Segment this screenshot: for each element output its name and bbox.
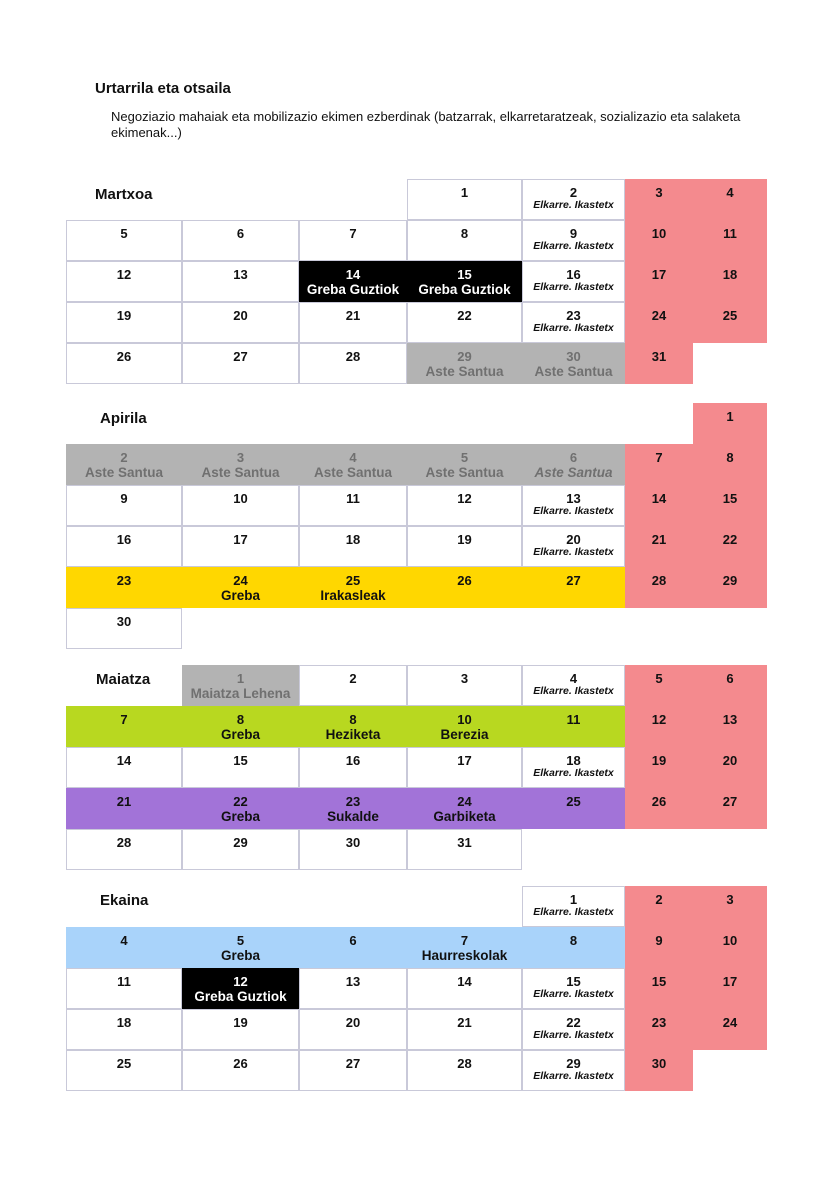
day-number: 30 bbox=[566, 349, 581, 364]
day-number: 10 bbox=[651, 226, 667, 241]
calendar-day bbox=[522, 927, 625, 968]
day-number: 20 bbox=[722, 753, 738, 768]
day-number: 16 bbox=[116, 532, 132, 547]
day-number: 8 bbox=[726, 450, 734, 465]
day-label: Greba bbox=[220, 809, 261, 824]
day-number: 29 bbox=[457, 349, 472, 364]
calendar-day bbox=[522, 747, 625, 788]
day-number: 13 bbox=[566, 491, 581, 506]
day-number: 25 bbox=[116, 1056, 132, 1071]
day-label: Aste Santua bbox=[425, 364, 504, 379]
calendar-day bbox=[625, 886, 693, 927]
day-number: 20 bbox=[233, 308, 248, 323]
day-note: Elkarre. Ikastetx bbox=[533, 988, 614, 1000]
day-number: 7 bbox=[349, 226, 357, 241]
calendar-day bbox=[407, 747, 522, 788]
day-number: 30 bbox=[116, 614, 132, 629]
day-number: 16 bbox=[566, 267, 581, 282]
calendar-day bbox=[522, 179, 625, 220]
calendar-day bbox=[66, 444, 182, 485]
day-note: Elkarre. Ikastetx bbox=[533, 199, 614, 211]
day-number: 28 bbox=[457, 1056, 472, 1071]
calendar-day bbox=[66, 927, 182, 968]
day-label: Greba bbox=[220, 727, 261, 742]
day-number: 5 bbox=[120, 226, 128, 241]
day-number: 24 bbox=[457, 794, 472, 809]
day-number: 7 bbox=[120, 712, 128, 727]
day-label: Greba bbox=[220, 588, 261, 603]
day-number: 27 bbox=[722, 794, 738, 809]
calendar-day bbox=[625, 179, 693, 220]
calendar-day bbox=[66, 567, 182, 608]
calendar-day bbox=[522, 485, 625, 526]
calendar-day bbox=[693, 444, 767, 485]
calendar-day bbox=[182, 485, 299, 526]
calendar-day bbox=[522, 261, 625, 302]
calendar-day bbox=[66, 485, 182, 526]
day-number: 26 bbox=[457, 573, 472, 588]
calendar-day bbox=[182, 788, 299, 829]
calendar-day bbox=[625, 968, 693, 1009]
day-number: 31 bbox=[457, 835, 472, 850]
calendar-day bbox=[299, 261, 407, 302]
day-note: Aste Santua bbox=[534, 465, 613, 480]
day-number: 6 bbox=[349, 933, 357, 948]
day-label: Greba bbox=[220, 948, 261, 963]
day-number: 18 bbox=[722, 267, 738, 282]
calendar-day bbox=[522, 886, 625, 927]
day-number: 11 bbox=[723, 226, 737, 241]
calendar-day bbox=[407, 927, 522, 968]
calendar-day bbox=[66, 343, 182, 384]
day-label: Heziketa bbox=[325, 727, 381, 742]
day-number: 19 bbox=[233, 1015, 248, 1030]
calendar-day bbox=[66, 829, 182, 870]
calendar-day bbox=[182, 706, 299, 747]
day-number: 28 bbox=[651, 573, 667, 588]
calendar-day bbox=[299, 747, 407, 788]
calendar-day bbox=[407, 788, 522, 829]
day-number: 1 bbox=[569, 892, 578, 907]
calendar-day bbox=[693, 665, 767, 706]
calendar-day bbox=[182, 1009, 299, 1050]
day-number: 8 bbox=[460, 226, 469, 241]
day-number: 4 bbox=[726, 185, 734, 200]
month-title: Apirila bbox=[100, 410, 147, 427]
calendar-day bbox=[407, 261, 522, 302]
day-number: 17 bbox=[722, 974, 738, 989]
calendar-day bbox=[693, 261, 767, 302]
day-label: Irakasleak bbox=[320, 588, 386, 603]
day-number: 12 bbox=[457, 491, 472, 506]
calendar-day bbox=[625, 485, 693, 526]
day-number: 1 bbox=[236, 671, 245, 686]
calendar-day bbox=[299, 302, 407, 343]
calendar-day bbox=[182, 968, 299, 1009]
calendar-day bbox=[66, 1009, 182, 1050]
day-number: 22 bbox=[566, 1015, 581, 1030]
day-number: 26 bbox=[651, 794, 667, 809]
calendar-day bbox=[182, 343, 299, 384]
calendar-day bbox=[693, 788, 767, 829]
day-note: Elkarre. Ikastetx bbox=[533, 767, 614, 779]
calendar-day bbox=[182, 567, 299, 608]
day-label: Aste Santua bbox=[313, 465, 393, 480]
calendar-day bbox=[625, 665, 693, 706]
calendar-day bbox=[693, 886, 767, 927]
calendar-day bbox=[299, 829, 407, 870]
day-number: 28 bbox=[116, 835, 132, 850]
day-number: 5 bbox=[236, 933, 245, 948]
day-number: 29 bbox=[566, 1056, 581, 1071]
day-number: 8 bbox=[569, 933, 578, 948]
day-number: 4 bbox=[349, 450, 357, 465]
calendar-day bbox=[66, 261, 182, 302]
day-number: 14 bbox=[457, 974, 472, 989]
calendar-day bbox=[299, 343, 407, 384]
calendar-day bbox=[407, 1050, 522, 1091]
calendar-day bbox=[522, 1050, 625, 1091]
calendar-day bbox=[522, 302, 625, 343]
calendar-day bbox=[625, 526, 693, 567]
calendar-day bbox=[182, 747, 299, 788]
calendar-day bbox=[693, 567, 767, 608]
day-label: Greba Guztiok bbox=[418, 282, 511, 297]
calendar-day bbox=[693, 968, 767, 1009]
day-label: Garbiketa bbox=[433, 809, 496, 824]
day-number: 17 bbox=[233, 532, 248, 547]
calendar-day bbox=[625, 788, 693, 829]
day-number: 22 bbox=[233, 794, 248, 809]
day-number: 2 bbox=[120, 450, 128, 465]
day-number: 15 bbox=[233, 753, 248, 768]
day-number: 28 bbox=[345, 349, 361, 364]
day-number: 25 bbox=[722, 308, 738, 323]
day-number: 22 bbox=[722, 532, 738, 547]
calendar-day bbox=[299, 567, 407, 608]
month-title: Ekaina bbox=[100, 892, 149, 909]
day-number: 2 bbox=[569, 185, 578, 200]
day-number: 19 bbox=[457, 532, 472, 547]
calendar-day bbox=[522, 1009, 625, 1050]
calendar-day bbox=[66, 608, 182, 649]
day-number: 12 bbox=[651, 712, 667, 727]
calendar-day bbox=[407, 829, 522, 870]
calendar-day bbox=[182, 1050, 299, 1091]
day-number: 25 bbox=[566, 794, 581, 809]
month-title: Maiatza bbox=[96, 671, 151, 688]
calendar-day bbox=[182, 829, 299, 870]
calendar-day bbox=[66, 220, 182, 261]
day-number: 24 bbox=[651, 308, 667, 323]
day-number: 29 bbox=[233, 835, 248, 850]
day-number: 3 bbox=[726, 892, 734, 907]
calendar-day bbox=[299, 706, 407, 747]
day-number: 24 bbox=[722, 1015, 738, 1030]
day-number: 5 bbox=[460, 450, 469, 465]
calendar-day bbox=[522, 220, 625, 261]
day-number: 1 bbox=[460, 185, 469, 200]
calendar-day bbox=[299, 526, 407, 567]
day-number: 15 bbox=[651, 974, 667, 989]
calendar-day bbox=[407, 220, 522, 261]
day-label: Greba Guztiok bbox=[306, 282, 400, 297]
day-number: 8 bbox=[349, 712, 357, 727]
calendar-day bbox=[299, 444, 407, 485]
day-note: Elkarre. Ikastetx bbox=[533, 1029, 614, 1041]
day-number: 24 bbox=[233, 573, 248, 588]
calendar-day bbox=[522, 526, 625, 567]
calendar-day bbox=[299, 1050, 407, 1091]
calendar-day bbox=[625, 706, 693, 747]
calendar-day bbox=[299, 1009, 407, 1050]
day-number: 3 bbox=[655, 185, 663, 200]
calendar-day bbox=[693, 179, 767, 220]
day-number: 14 bbox=[345, 267, 361, 282]
calendar-day bbox=[522, 343, 625, 384]
calendar-day bbox=[182, 665, 299, 706]
calendar-day bbox=[299, 220, 407, 261]
calendar-day bbox=[66, 706, 182, 747]
day-number: 26 bbox=[233, 1056, 248, 1071]
day-number: 18 bbox=[566, 753, 581, 768]
day-note: Elkarre. Ikastetx bbox=[533, 546, 614, 558]
calendar-day bbox=[66, 747, 182, 788]
day-note: Elkarre. Ikastetx bbox=[533, 906, 614, 918]
page-title: Urtarrila eta otsaila bbox=[95, 80, 231, 97]
day-label: Greba Guztiok bbox=[194, 989, 287, 1004]
calendar-day bbox=[693, 403, 767, 444]
calendar-day bbox=[407, 567, 522, 608]
calendar-day bbox=[625, 747, 693, 788]
day-number: 10 bbox=[457, 712, 472, 727]
calendar-day bbox=[625, 302, 693, 343]
day-number: 20 bbox=[345, 1015, 361, 1030]
day-number: 17 bbox=[457, 753, 472, 768]
day-number: 7 bbox=[655, 450, 663, 465]
calendar-day bbox=[625, 1009, 693, 1050]
day-label: Sukalde bbox=[327, 809, 379, 824]
calendar-day bbox=[407, 444, 522, 485]
calendar-day bbox=[625, 444, 693, 485]
day-note: Elkarre. Ikastetx bbox=[533, 281, 614, 293]
calendar-day bbox=[66, 526, 182, 567]
day-number: 7 bbox=[460, 933, 469, 948]
day-note: Elkarre. Ikastetx bbox=[533, 505, 614, 517]
day-number: 27 bbox=[566, 573, 581, 588]
day-number: 1 bbox=[726, 409, 734, 424]
day-label: Aste Santua bbox=[425, 465, 504, 480]
day-label: Aste Santua bbox=[201, 465, 280, 480]
calendar-day bbox=[182, 927, 299, 968]
calendar-day bbox=[182, 444, 299, 485]
day-number: 13 bbox=[345, 974, 361, 989]
day-number: 26 bbox=[116, 349, 132, 364]
day-number: 6 bbox=[726, 671, 734, 686]
calendar-day bbox=[522, 706, 625, 747]
calendar-day bbox=[66, 1050, 182, 1091]
day-number: 12 bbox=[233, 974, 248, 989]
day-number: 10 bbox=[233, 491, 248, 506]
day-number: 23 bbox=[345, 794, 361, 809]
calendar-day bbox=[625, 261, 693, 302]
day-number: 12 bbox=[116, 267, 132, 282]
day-number: 29 bbox=[722, 573, 738, 588]
day-number: 5 bbox=[655, 671, 663, 686]
day-label: Aste Santua bbox=[534, 364, 613, 379]
calendar-day bbox=[693, 747, 767, 788]
calendar-day bbox=[625, 343, 693, 384]
calendar-day bbox=[693, 1009, 767, 1050]
day-number: 3 bbox=[236, 450, 245, 465]
day-number: 21 bbox=[116, 794, 132, 809]
day-number: 30 bbox=[345, 835, 361, 850]
calendar-day bbox=[299, 665, 407, 706]
day-number: 6 bbox=[569, 450, 578, 465]
day-label: Haurreskolak bbox=[421, 948, 508, 963]
day-number: 27 bbox=[233, 349, 248, 364]
calendar-day bbox=[522, 788, 625, 829]
calendar-day bbox=[693, 706, 767, 747]
day-number: 4 bbox=[120, 933, 128, 948]
day-number: 15 bbox=[722, 491, 738, 506]
calendar-day bbox=[407, 706, 522, 747]
calendar-day bbox=[625, 1050, 693, 1091]
calendar-day bbox=[522, 444, 625, 485]
calendar-day bbox=[182, 261, 299, 302]
day-number: 9 bbox=[120, 491, 128, 506]
calendar-day bbox=[407, 179, 522, 220]
day-number: 31 bbox=[651, 349, 667, 364]
day-number: 21 bbox=[345, 308, 361, 323]
day-number: 11 bbox=[566, 712, 581, 727]
calendar-day bbox=[182, 302, 299, 343]
day-number: 2 bbox=[655, 892, 663, 907]
calendar-day bbox=[693, 302, 767, 343]
day-label: Aste Santua bbox=[84, 465, 164, 480]
calendar-day bbox=[407, 343, 522, 384]
calendar-day bbox=[299, 485, 407, 526]
calendar-day bbox=[693, 927, 767, 968]
day-number: 13 bbox=[233, 267, 248, 282]
calendar-day bbox=[299, 788, 407, 829]
calendar-day bbox=[66, 788, 182, 829]
calendar-day bbox=[625, 567, 693, 608]
calendar-day bbox=[693, 485, 767, 526]
day-number: 20 bbox=[566, 532, 581, 547]
day-number: 2 bbox=[349, 671, 357, 686]
day-number: 13 bbox=[722, 712, 738, 727]
day-note: Elkarre. Ikastetx bbox=[533, 240, 614, 252]
calendar-day bbox=[522, 968, 625, 1009]
day-number: 10 bbox=[722, 933, 738, 948]
day-number: 14 bbox=[116, 753, 132, 768]
calendar-day bbox=[407, 665, 522, 706]
day-number: 6 bbox=[236, 226, 245, 241]
calendar-day bbox=[407, 302, 522, 343]
day-number: 3 bbox=[460, 671, 469, 686]
day-number: 27 bbox=[345, 1056, 361, 1071]
calendar-day bbox=[625, 927, 693, 968]
day-number: 15 bbox=[566, 974, 581, 989]
day-number: 25 bbox=[345, 573, 361, 588]
day-number: 23 bbox=[116, 573, 132, 588]
day-note: Elkarre. Ikastetx bbox=[533, 322, 614, 334]
calendar-day bbox=[182, 220, 299, 261]
day-label: Berezia bbox=[440, 727, 489, 742]
calendar-day bbox=[66, 302, 182, 343]
day-number: 16 bbox=[345, 753, 361, 768]
calendar-day bbox=[66, 968, 182, 1009]
day-number: 21 bbox=[457, 1015, 472, 1030]
calendar-day bbox=[299, 927, 407, 968]
calendar-day bbox=[407, 968, 522, 1009]
day-label: Maiatza Lehena bbox=[190, 686, 291, 701]
day-number: 11 bbox=[346, 491, 360, 506]
day-number: 17 bbox=[651, 267, 667, 282]
calendar-day bbox=[407, 485, 522, 526]
intro-text: Negoziazio mahaiak eta mobilizazio ekimen ezberdinak (batzarrak, elkarretaratzeak, sozializazio eta salaketa ekimenak...) bbox=[111, 109, 741, 140]
day-number: 23 bbox=[566, 308, 581, 323]
calendar-day bbox=[522, 665, 625, 706]
calendar-day bbox=[522, 567, 625, 608]
calendar-day bbox=[693, 220, 767, 261]
calendar-day bbox=[693, 526, 767, 567]
calendar-day bbox=[407, 526, 522, 567]
day-number: 19 bbox=[651, 753, 667, 768]
day-number: 23 bbox=[651, 1015, 667, 1030]
day-number: 9 bbox=[655, 933, 663, 948]
calendar-day bbox=[182, 526, 299, 567]
month-title: Martxoa bbox=[95, 186, 153, 203]
day-number: 18 bbox=[345, 532, 361, 547]
day-number: 21 bbox=[651, 532, 667, 547]
day-number: 8 bbox=[236, 712, 245, 727]
calendar-day bbox=[625, 220, 693, 261]
calendar-day bbox=[299, 968, 407, 1009]
day-note: Elkarre. Ikastetx bbox=[533, 685, 614, 697]
day-number: 30 bbox=[651, 1056, 667, 1071]
day-number: 15 bbox=[457, 267, 472, 282]
calendar-day bbox=[407, 1009, 522, 1050]
day-number: 14 bbox=[651, 491, 667, 506]
day-number: 18 bbox=[116, 1015, 132, 1030]
day-number: 19 bbox=[116, 308, 132, 323]
day-number: 9 bbox=[569, 226, 578, 241]
day-number: 22 bbox=[457, 308, 472, 323]
day-number: 4 bbox=[569, 671, 578, 686]
day-number: 11 bbox=[117, 974, 131, 989]
day-note: Elkarre. Ikastetx bbox=[533, 1070, 614, 1082]
